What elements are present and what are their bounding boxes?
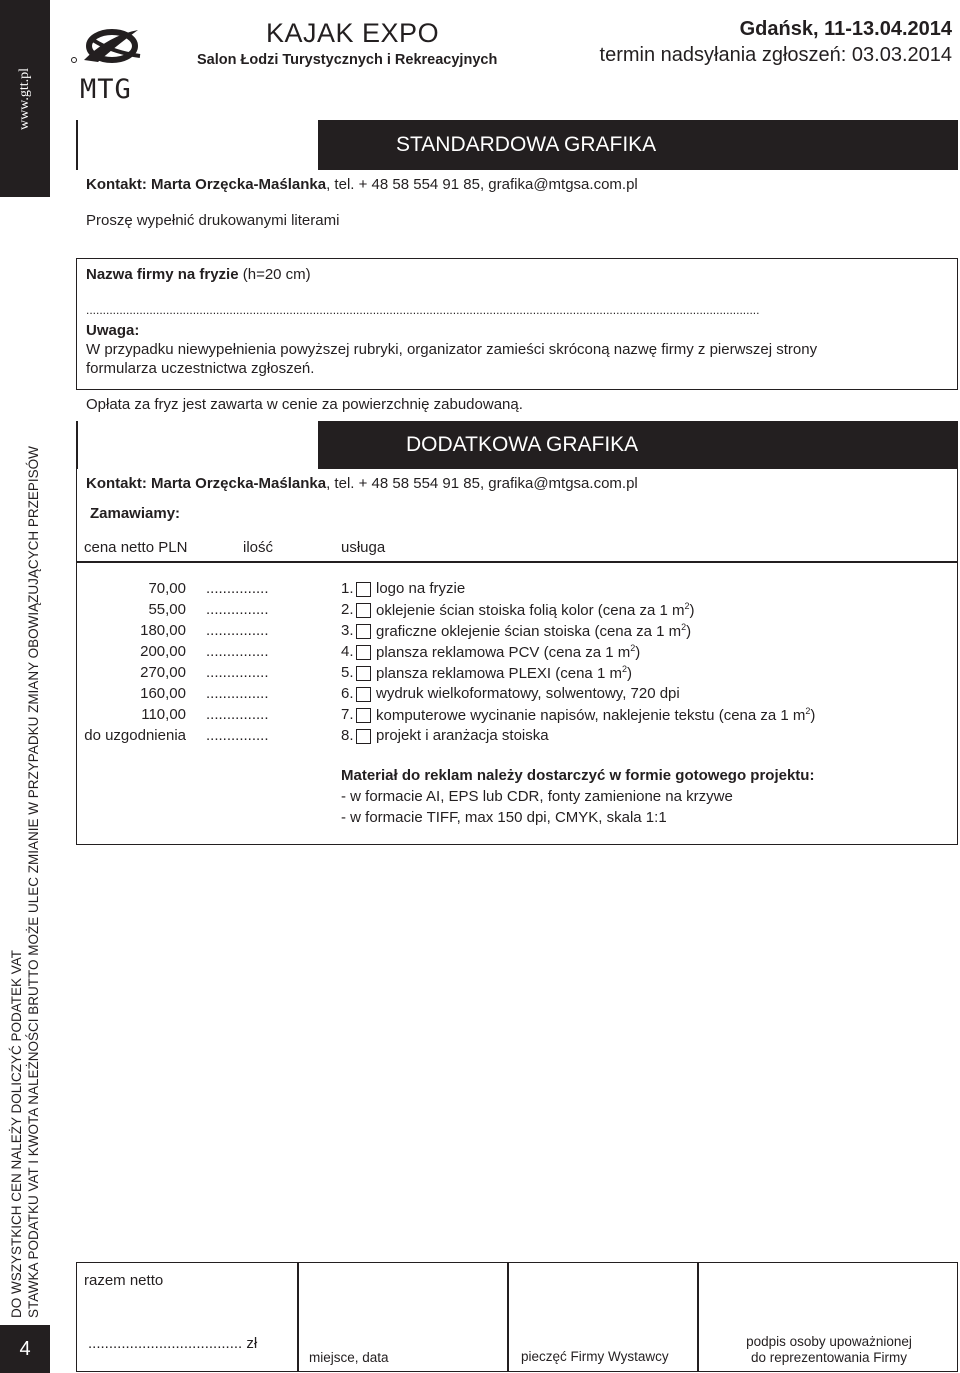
col-header-qty: ilość [243,539,274,556]
company-name-field[interactable]: .......................................................................................................................................................................................................... [86,303,760,317]
row-checkbox[interactable] [356,729,371,744]
legal-line-2: STAWKA PODATKU VAT I KWOTA NALEŻNOŚCI BRUTTO MOŻE ULEC ZMIANIE W PRZYPADKU ZMIANY OBOWIĄZUJĄCYCH PRZEPISÓW [26,446,41,1318]
signature-label-2: do reprezentowania Firmy [750,1350,908,1365]
row-service [376,580,465,597]
material-title: Materiał do reklam należy dostarczyć w formie gotowego projektu: [341,767,815,784]
service-text: graficzne oklejenie ścian stoiska (cena za 1 m [376,623,682,640]
page-number: 4 [0,1325,50,1373]
row-checkbox[interactable] [356,645,371,660]
service-text: plansza reklamowa PLEXI (cena 1 m [376,665,622,682]
col-header-price: cena netto PLN [84,539,188,556]
row-number: 1. [341,580,354,597]
header-divider [76,561,958,563]
row-number: 3. [341,622,354,639]
row-qty-field[interactable]: ............... [206,601,269,618]
row-number: 8. [341,727,354,744]
legal-line-1: DO WSZYSTKICH CEN NALEŻY DOLICZYĆ PODATEK VAT [9,949,24,1318]
legal-notice [0,446,50,1318]
service-text: plansza reklamowa PCV (cena za 1 m [376,644,631,661]
fill-instruction: Proszę wypełnić drukowanymi literami [86,212,340,229]
fee-note: Opłata za fryz jest zawarta w cenie za powierzchnię zabudowaną. [86,396,523,413]
row-number: 5. [341,664,354,681]
row-service [376,685,680,702]
col-header-service: usługa [341,539,386,556]
service-tail: ) [626,665,632,682]
service-text: komputerowe wycinanie napisów, naklejenie tekstu (cena za 1 m [376,707,806,724]
section-title: STANDARDOWA GRAFIKA [396,133,657,156]
mtg-logo [70,22,150,104]
note-line-2: formularza uczestnictwa zgłoszeń. [86,360,315,377]
company-name-label: Nazwa firmy na fryzie (h=20 cm) [86,266,311,283]
row-price: 70,00 [148,580,186,597]
superscript: 2 [684,601,690,611]
event-subtitle: Salon Łodzi Turystycznych i Rekreacyjnych [197,52,498,68]
row-service [376,601,695,619]
event-date-place: Gdańsk, 11-13.04.2014 [739,18,952,40]
row-price: 200,00 [140,643,186,660]
service-text: logo na fryzie [376,580,466,597]
row-qty-field[interactable]: ............... [206,622,269,639]
row-qty-field[interactable]: ............... [206,685,269,702]
place-date-label: miejsce, data [309,1350,389,1365]
superscript: 2 [681,622,687,632]
row-number: 2. [341,601,354,618]
row-checkbox[interactable] [356,687,371,702]
row-qty-field[interactable]: ............... [206,580,269,597]
material-line-2: - w formacie TIFF, max 150 dpi, CMYK, skala 1:1 [341,809,667,826]
superscript: 2 [621,664,627,674]
row-price: 270,00 [140,664,186,681]
service-text: projekt i aranżacja stoiska [376,727,549,744]
row-number: 6. [341,685,354,702]
website-text: www.gtt.pl [17,67,32,130]
superscript: 2 [630,643,636,653]
row-price: 160,00 [140,685,186,702]
row-number: 7. [341,706,354,723]
row-service [376,643,640,661]
section-title: DODATKOWA GRAFIKA [406,433,639,456]
contact-line-1: Kontakt: Marta Orzęcka-Maślanka, tel. + 48 58 554 91 85, grafika@mtgsa.com.pl [86,176,638,193]
row-price: do uzgodnienia [84,727,186,744]
row-number: 4. [341,643,354,660]
row-price: 180,00 [140,622,186,639]
row-checkbox[interactable] [356,666,371,681]
signature-label-1: podpis osoby upoważnionej [746,1334,912,1349]
row-price: 110,00 [141,706,186,723]
row-service [376,664,632,682]
row-qty-field[interactable]: ............... [206,664,269,681]
service-text: wydruk wielkoformatowy, solwentowy, 720 dpi [376,685,680,702]
row-qty-field[interactable]: ............... [206,643,269,660]
row-price: 55,00 [148,601,186,618]
total-field[interactable]: ..................................... zł [88,1335,258,1352]
sidebar-website-strip [0,0,50,197]
row-qty-field[interactable]: ............... [206,706,269,723]
note-line-1: W przypadku niewypełnienia powyższej rubryki, organizator zamieści skróconą nazwę firmy z pierwszej strony [86,341,818,358]
material-line-1: - w formacie AI, EPS lub CDR, fonty zamienione na krzywe [341,788,733,805]
service-tail: ) [635,644,641,661]
row-checkbox[interactable] [356,582,371,597]
service-text: oklejenie ścian stoiska folią kolor (cena za 1 m [376,602,685,619]
event-title: KAJAK EXPO [266,18,440,48]
row-service [376,706,815,724]
stamp-label: pieczęć Firmy Wystawcy [521,1349,669,1364]
row-service [376,622,691,640]
note-label: Uwaga: [86,322,140,339]
row-service [376,727,549,744]
superscript: 2 [805,706,811,716]
service-tail: ) [810,707,816,724]
row-checkbox[interactable] [356,624,371,639]
service-tail: ) [686,623,692,640]
service-tail: ) [689,602,695,619]
submission-deadline: termin nadsyłania zgłoszeń: 03.03.2014 [599,44,952,66]
order-label: Zamawiamy: [90,505,181,522]
row-checkbox[interactable] [356,603,371,618]
contact-line-2: Kontakt: Marta Orzęcka-Maślanka, tel. + 48 58 554 91 85, grafika@mtgsa.com.pl [86,475,638,492]
logo-wordmark: MTG [80,74,132,105]
total-label: razem netto [84,1272,164,1289]
row-checkbox[interactable] [356,708,371,723]
row-qty-field[interactable]: ............... [206,727,269,744]
